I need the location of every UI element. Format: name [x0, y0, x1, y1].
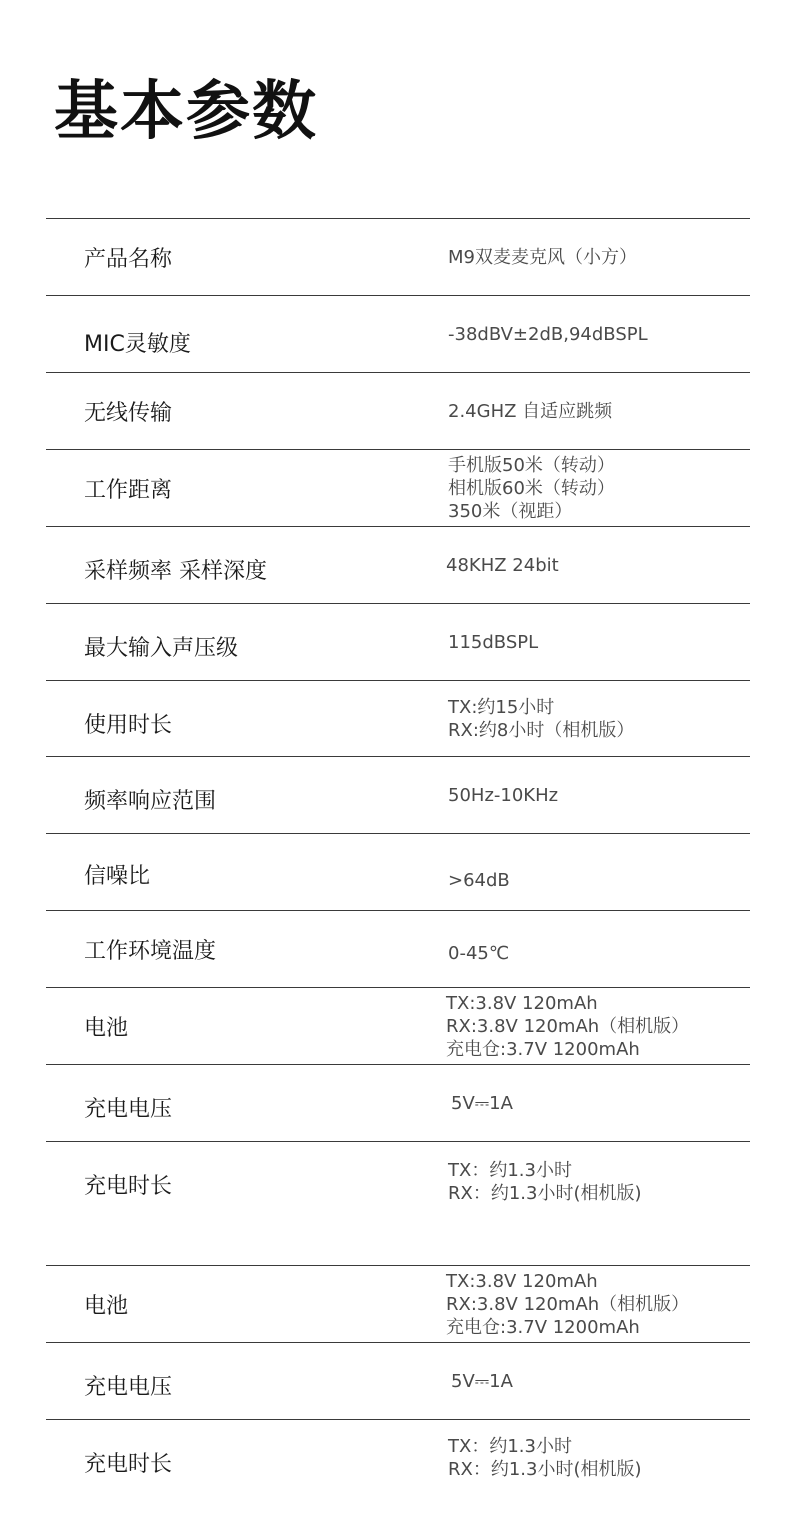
- spec-label: 工作距离: [84, 477, 173, 503]
- spec-value-line: RX:3.8V 120mAh（相机版）: [446, 1015, 690, 1037]
- spec-value-line: 50Hz-10KHz: [448, 784, 559, 806]
- spec-row-mic-sensitivity: [46, 295, 750, 372]
- spec-row-charging-time: [46, 1141, 750, 1265]
- spec-label: 充电时长: [84, 1173, 173, 1199]
- spec-row-range: [46, 449, 750, 526]
- spec-row-charging-voltage-2: [46, 1342, 750, 1419]
- spec-label: 无线传输: [84, 400, 173, 426]
- spec-row-sampling: [46, 526, 750, 603]
- spec-label: 采样频率 采样深度: [84, 558, 267, 584]
- spec-value: [448, 681, 748, 757]
- spec-value-line: 手机版50米（转动）: [448, 454, 615, 476]
- spec-row-charging-voltage: [46, 1064, 750, 1141]
- spec-value-line: TX：约1.3小时: [448, 1160, 572, 1181]
- spec-value: [448, 1144, 748, 1220]
- spec-value: [448, 604, 748, 680]
- spec-value-line: -38dBV±2dB,94dBSPL: [448, 323, 648, 345]
- spec-value-line: TX:3.8V 120mAh: [446, 992, 598, 1014]
- spec-row-operating-temperature: [46, 910, 750, 987]
- page-title: 基本参数: [54, 75, 318, 149]
- spec-row-max-spl: [46, 603, 750, 680]
- spec-label: MIC灵敏度: [84, 331, 191, 357]
- spec-row-frequency-response: [46, 756, 750, 833]
- spec-value: [446, 1266, 746, 1342]
- spec-value-line: 0-45℃: [448, 942, 510, 964]
- spec-value-line: 48KHZ 24bit: [446, 554, 559, 576]
- spec-row-usage-time: [46, 680, 750, 756]
- spec-value: [448, 1420, 748, 1496]
- spec-row-battery: [46, 987, 750, 1064]
- spec-value-line: 115dBSPL: [448, 631, 539, 653]
- spec-label: 充电时长: [84, 1451, 173, 1477]
- spec-row-wireless: [46, 372, 750, 449]
- spec-row-battery-2: [46, 1265, 750, 1342]
- spec-value-line: 2.4GHZ 自适应跳频: [448, 400, 613, 422]
- spec-value-line: 充电仓:3.7V 1200mAh: [446, 1316, 640, 1338]
- spec-value-line: TX：约1.3小时: [448, 1436, 572, 1457]
- spec-label: 产品名称: [84, 246, 173, 272]
- spec-label: 充电电压: [84, 1374, 173, 1400]
- spec-value: [451, 1065, 751, 1141]
- spec-value: [451, 1343, 751, 1419]
- spec-value-line: >64dB: [448, 869, 510, 891]
- spec-value: [448, 219, 748, 295]
- spec-value-line: RX:约8小时（相机版）: [448, 720, 635, 741]
- spec-value-line: M9双麦麦克风（小方）: [448, 246, 637, 268]
- spec-label: 电池: [84, 1293, 129, 1319]
- spec-value: [448, 450, 748, 526]
- spec-value: [448, 915, 748, 991]
- spec-row-snr: [46, 833, 750, 910]
- spec-value: [448, 757, 748, 833]
- spec-label: 最大输入声压级: [84, 635, 239, 661]
- spec-label: 信噪比: [84, 863, 151, 889]
- spec-label: 电池: [84, 1015, 129, 1041]
- spec-label: 使用时长: [84, 712, 173, 738]
- spec-label: 频率响应范围: [84, 788, 217, 814]
- spec-value-line: RX：约1.3小时(相机版): [448, 1459, 642, 1480]
- spec-value-line: RX:3.8V 120mAh（相机版）: [446, 1293, 690, 1315]
- spec-value: [448, 296, 748, 372]
- spec-label: 工作环境温度: [84, 938, 217, 964]
- spec-value: [448, 842, 748, 918]
- spec-row-charging-time-2: [46, 1419, 750, 1499]
- spec-value-line: TX:约15小时: [448, 697, 555, 718]
- spec-value: [446, 988, 746, 1064]
- spec-value-line: 相机版60米（转动）: [448, 477, 615, 499]
- spec-value-line: 350米（视距）: [448, 500, 573, 522]
- spec-value: [448, 373, 748, 449]
- spec-value-line: 5V⎓1A: [451, 1092, 513, 1114]
- spec-value-line: TX:3.8V 120mAh: [446, 1270, 598, 1292]
- spec-row-product-name: [46, 218, 750, 295]
- spec-value-line: 5V⎓1A: [451, 1370, 513, 1392]
- spec-value-line: 充电仓:3.7V 1200mAh: [446, 1038, 640, 1060]
- spec-value: [446, 527, 746, 603]
- spec-value-line: RX：约1.3小时(相机版): [448, 1183, 642, 1204]
- spec-label: 充电电压: [84, 1096, 173, 1122]
